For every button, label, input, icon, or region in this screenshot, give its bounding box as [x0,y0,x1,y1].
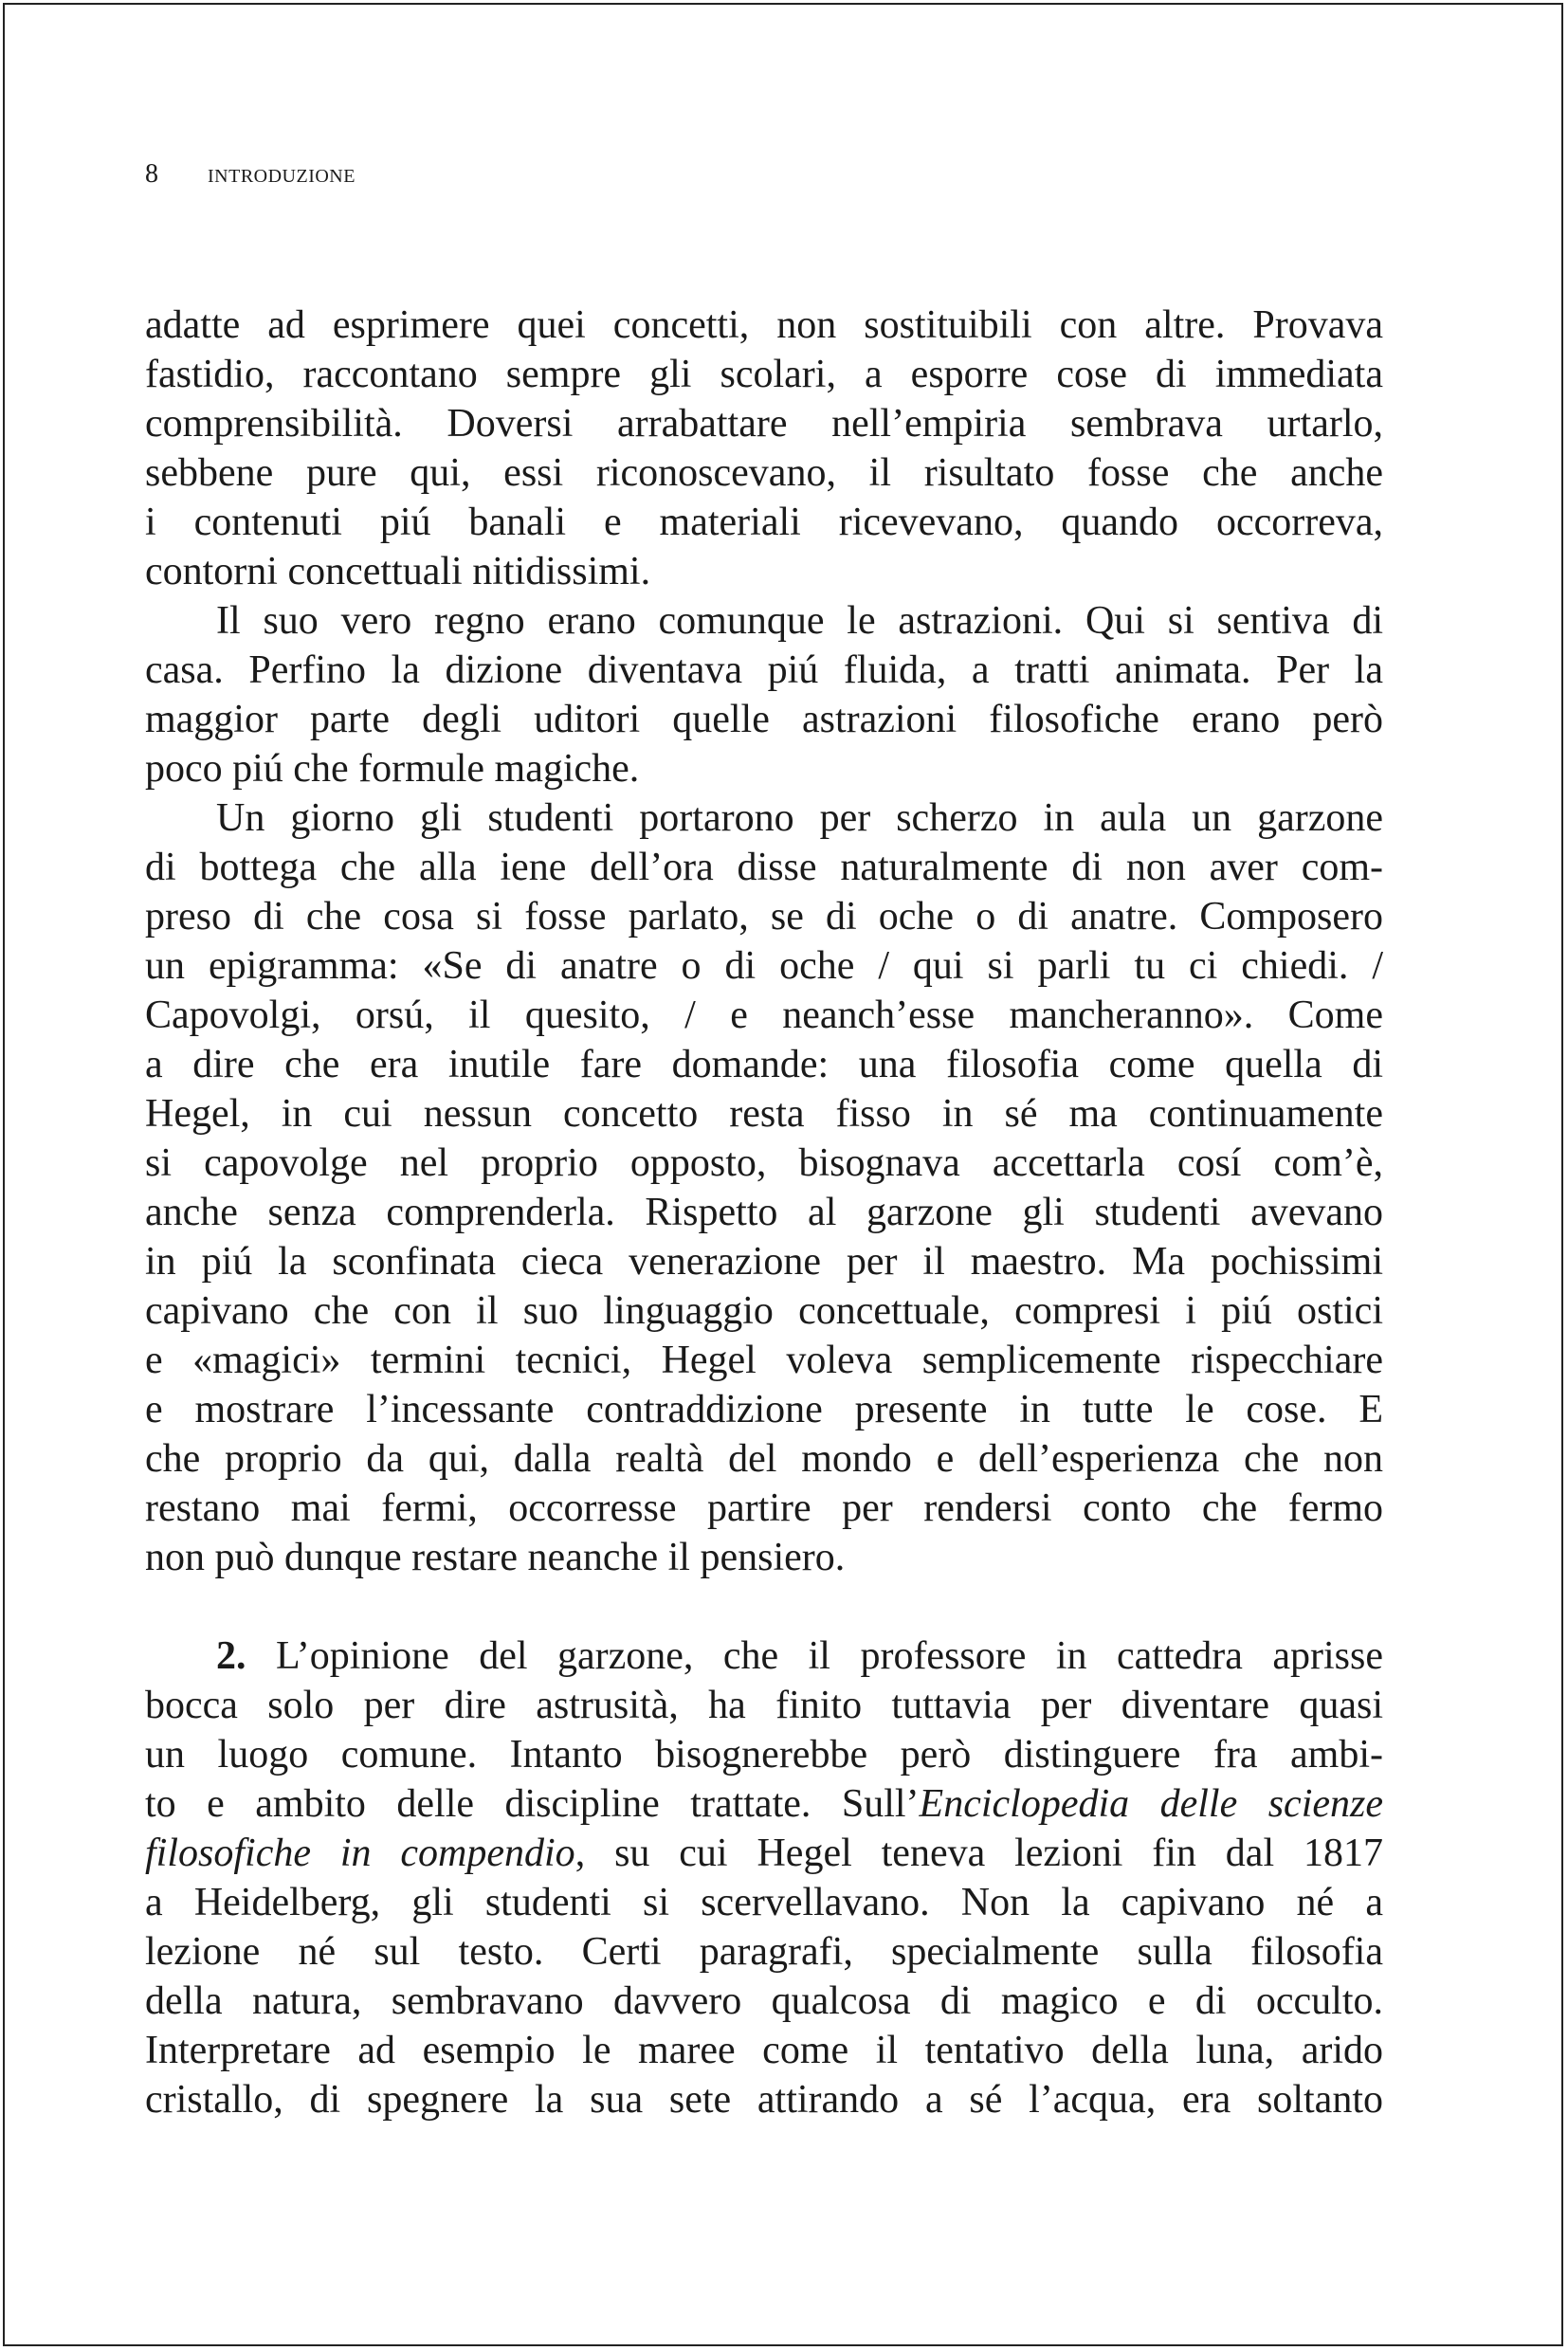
text-line: capivano che con il suo linguaggio concettuale, compresi i piú ostici [145,1289,1383,1333]
book-title-fragment: filosofiche in compendio [145,1832,575,1875]
text-line: fastidio, raccontano sempre gli scolari, a esporre cose di immediata [145,353,1383,396]
text-line: Il suo vero regno erano comunque le astrazioni. Qui si sentiva di [216,599,1383,643]
text-line: cristallo, di spegnere la sua sete attirando a sé l’acqua, era soltanto [145,2078,1383,2122]
text-line: non può dunque restare neanche il pensiero. [145,1536,846,1579]
text-line: poco piú che formule magiche. [145,747,640,791]
text-line: a dire che era inutile fare domande: una filosofia come quella di [145,1043,1383,1086]
body-text [145,301,1383,2124]
book-title-fragment: Enciclopedia delle scienze [919,1782,1383,1826]
text-line: a Heidelberg, gli studenti si scervellavano. Non la capivano né a [145,1881,1383,1924]
text-line: restano mai fermi, occorresse partire per rendersi conto che fermo [145,1486,1383,1530]
text-line: e mostrare l’incessante contraddizione presente in tutte le cose. E [145,1388,1383,1431]
text-line: lezione né sul testo. Certi paragrafi, specialmente sulla filosofia [145,1930,1383,1974]
text-line: Interpretare ad esempio le maree come il tentativo della luna, arido [145,2029,1383,2072]
running-head [145,157,356,191]
text-line: contorni concettuali nitidissimi. [145,550,651,593]
text-line: un epigramma: «Se di anatre o di oche / qui si parli tu ci chiedi. / [145,944,1383,988]
text-line: di bottega che alla iene dell’ora disse naturalmente di non aver com- [145,846,1383,889]
section-2-first-line [145,1631,1383,1681]
text-line: che proprio da qui, dalla realtà del mondo e dell’esperienza che non [145,1437,1383,1481]
text-line: si capovolge nel proprio opposto, bisognava accettarla cosí com’è, [145,1141,1383,1185]
text-line: maggior parte degli uditori quelle astrazioni filosofiche erano però [145,698,1383,741]
text-fragment: L’opinione del garzone, che il professore in cattedra aprisse [246,1634,1383,1678]
text-line: Un giorno gli studenti portarono per scherzo in aula un garzone [216,796,1383,840]
text-line [145,1779,1383,1829]
text-line: comprensibilità. Doversi arrabattare nell’empiria sembrava urtarlo, [145,402,1383,446]
text-line: preso di che cosa si fosse parlato, se di oche o di anatre. Composero [145,895,1383,939]
section-number: 2. [216,1634,246,1678]
text-line: adatte ad esprimere quei concetti, non sostituibili con altre. Provava [145,303,1383,347]
text-fragment: to e ambito delle discipline trattate. Sull’ [145,1782,920,1826]
text-line: Hegel, in cui nessun concetto resta fisso in sé ma continuamente [145,1092,1383,1136]
text-line: anche senza comprenderla. Rispetto al garzone gli studenti avevano [145,1191,1383,1234]
section-gap [145,1582,1383,1631]
text-line: bocca solo per dire astrusità, ha finito tuttavia per diventare quasi [145,1684,1383,1727]
text-line [145,1829,1383,1878]
text-line: della natura, sembravano davvero qualcosa di magico e di occulto. [145,1979,1383,2023]
text-line: in piú la sconfinata cieca venerazione per il maestro. Ma pochissimi [145,1240,1383,1284]
text-line: Capovolgi, orsú, il quesito, / e neanch’esse mancheranno». Come [145,993,1383,1037]
page-number: 8 [145,159,159,189]
text-line: sebbene pure qui, essi riconoscevano, il risultato fosse che anche [145,451,1383,495]
text-fragment: , su cui Hegel teneva lezioni fin dal 1817 [574,1832,1383,1875]
text-line: casa. Perfino la dizione diventava piú fluida, a tratti animata. Per la [145,648,1383,692]
text-line: e «magici» termini tecnici, Hegel voleva semplicemente rispecchiare [145,1339,1383,1382]
text-line: i contenuti piú banali e materiali ricevevano, quando occorreva, [145,501,1383,544]
text-line: un luogo comune. Intanto bisognerebbe però distinguere fra ambi- [145,1733,1383,1777]
section-title: introduzione [208,159,356,189]
